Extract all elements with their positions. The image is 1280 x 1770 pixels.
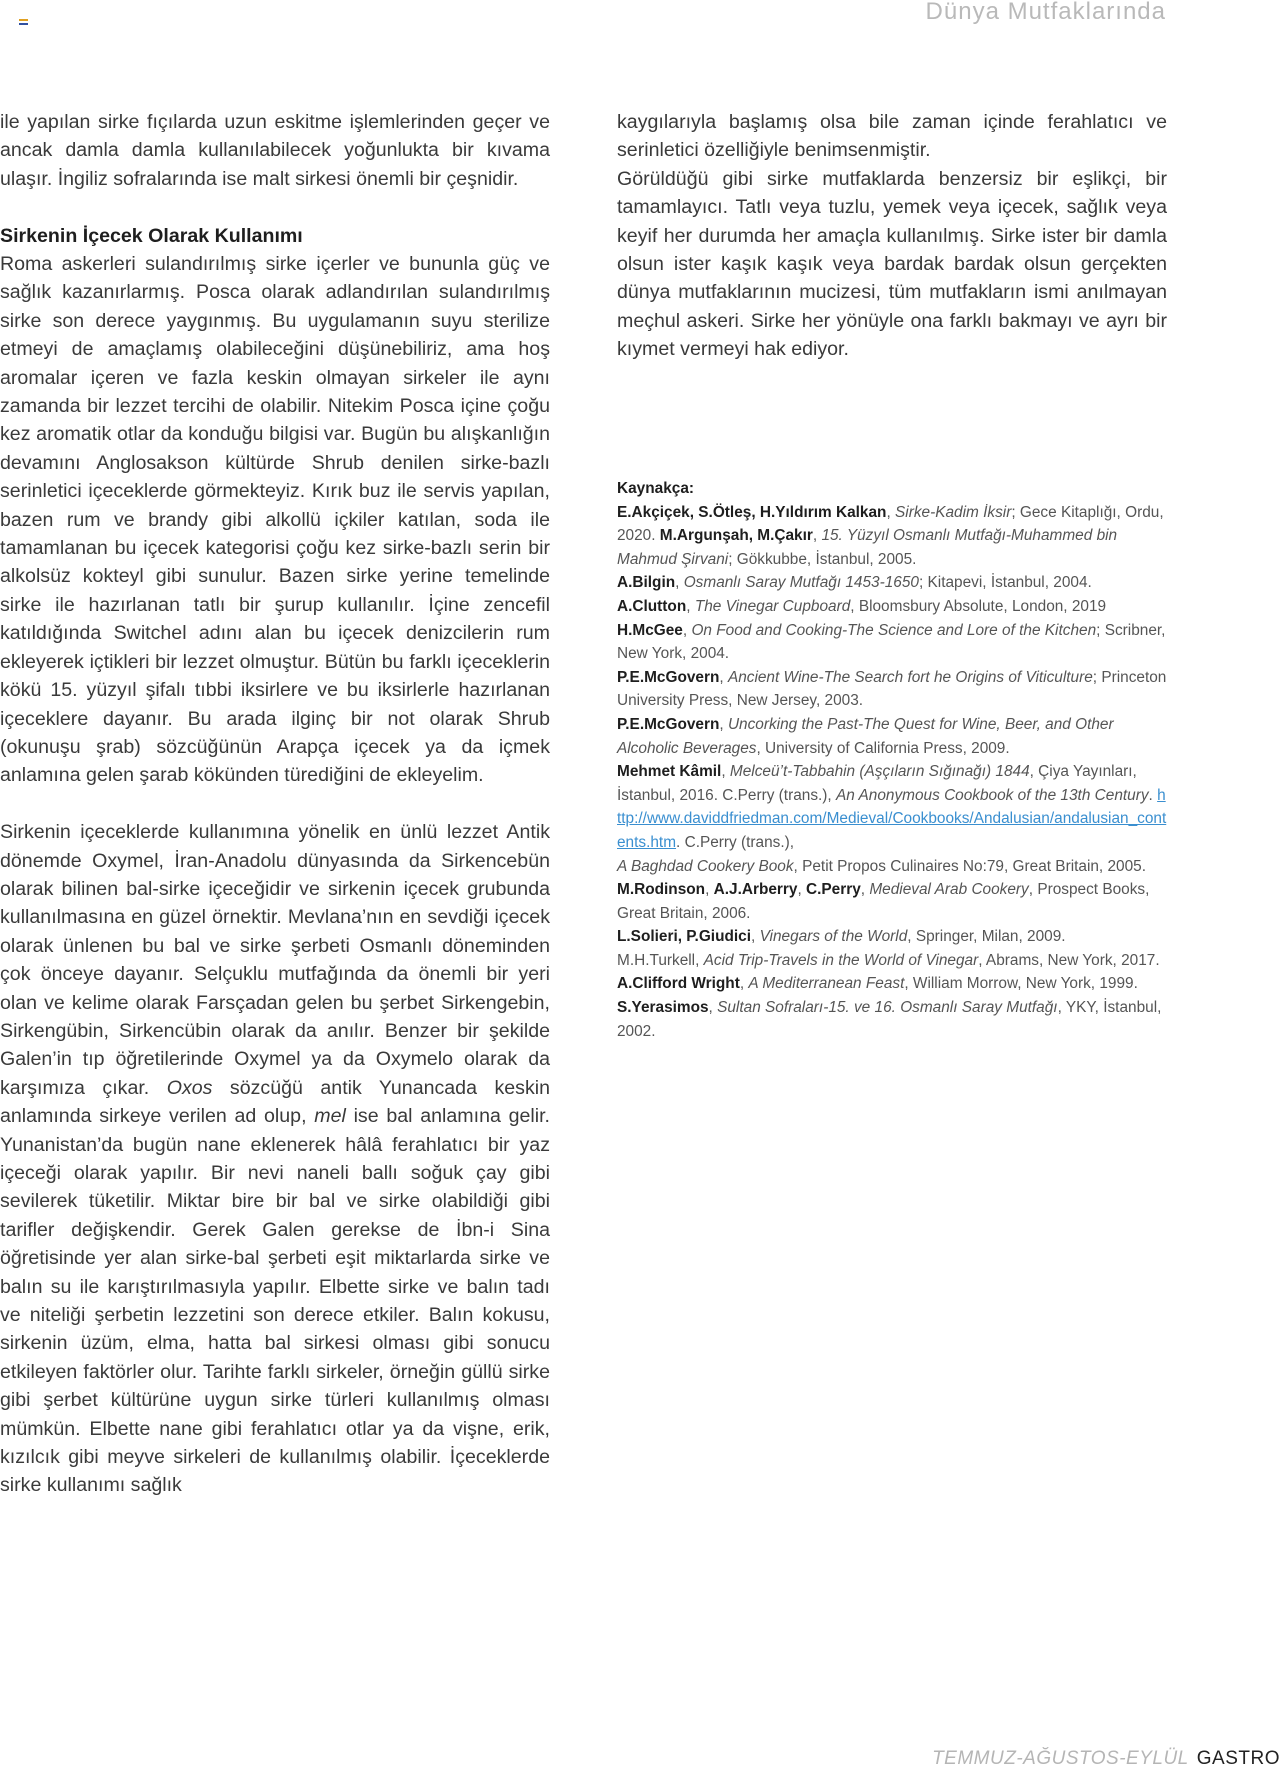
reference-item: H.McGee, On Food and Cooking-The Science and Lore of the Kitchen; Scribner, New York, 2004.	[617, 621, 1166, 663]
reference-item: E.Akçiçek, S.Ötleş, H.Yıldırım Kalkan, Sirke-Kadim İksir; Gece Kitaplığı, Ordu, 2020. M.Argunşah, M.Çakır, 15. Yüzyıl Osmanlı Mutfağı-Muhammed bin Mahmud Şirvani; Gökkubbe, İstanbul, 2005.	[617, 503, 1164, 568]
reference-item: P.E.McGovern, Uncorking the Past-The Quest for Wine, Beer, and Other Alcoholic Beverages, University of California Press, 2009.	[617, 715, 1114, 757]
paragraph: kaygılarıyla başlamış olsa bile zaman içinde ferahlatıcı ve serinletici özelliğiyle benimsenmiştir.	[617, 111, 1167, 162]
paragraph: ile yapılan sirke fıçılarda uzun eskitme işlemlerinden geçer ve ancak damla damla kullanılabilecek yoğunlukta bir kıvama ulaşır. İngiliz sofralarında ise malt sirkesi önemli bir çeşnidir.	[0, 111, 550, 190]
reference-item: L.Solieri, P.Giudici, Vinegars of the World, Springer, Milan, 2009.	[617, 928, 1066, 946]
reference-link[interactable]: http://www.daviddfriedman.com/Medieval/Cookbooks/Andalusian/andalusian_contents.htm	[617, 786, 1167, 851]
paragraph: Görüldüğü gibi sirke mutfaklarda benzersiz bir eşlikçi, bir tamamlayıcı. Tatlı veya tuzlu, yemek veya içecek, sağlık veya keyif her durumda her amaçla kullanılmış. Sirke ister bir damla olsun ister kaşık kaşık veya bardak bardak olsun gerçekten dünya mutfaklarının mucizesi, tüm mutfakların ismi anılmayan meçhul askeri. Sirke her yönüyle ona farklı bakmayı ve ayrı bir kıymet vermeyi hak ediyor.	[617, 167, 1167, 361]
references-section	[617, 477, 1167, 1043]
reference-item: A Baghdad Cookery Book, Petit Propos Culinaires No:79, Great Britain, 2005.	[617, 857, 1146, 875]
issue-label: TEMMUZ-AĞUSTOS-EYLÜL	[932, 1748, 1189, 1769]
reference-item: A.Bilgin, Osmanlı Saray Mutfağı 1453-1650; Kitapevi, İstanbul, 2004.	[617, 574, 1092, 592]
section-header-title: Dünya Mutfaklarında	[925, 0, 1166, 25]
reference-item: A.Clifford Wright, A Mediterranean Feast, William Morrow, New York, 1999.	[617, 975, 1138, 993]
reference-item: M.H.Turkell, Acid Trip-Travels in the World of Vinegar, Abrams, New York, 2017.	[617, 951, 1160, 969]
reference-item: Mehmet Kâmil, Melceü’t-Tabbahin (Aşçıların Sığınağı) 1844, Çiya Yayınları, İstanbul, 2016. C.Perry (trans.), An Anonymous Cookbook of the 13th Century. http://www.daviddfriedman.com/Medieval/Cookbooks/Andalusian/andalusian_contents.htm. C.Perry (trans.),	[617, 763, 1167, 851]
references-heading: Kaynakça:	[617, 480, 694, 497]
paragraph: Sirkenin içeceklerde kullanımına yönelik en ünlü lezzet Antik dönemde Oxymel, İran-Anadolu dünyasında da Sirkencebün olarak bilinen bal-sirke içeceğidir ve sirkenin içecek grubunda kullanılmasına en güzel örnektir. Mevlana’nın en sevdiği içecek olarak ünlenen bu bal ve sirke şerbeti Osmanlı döneminden çok önceye dayanır. Selçuklu mutfağında da önemli bir yeri olan ve kelime olarak Farsçadan gelen bu şerbet Sirkengebin, Sirkengübin, Sirkencübin olarak da anılır. Benzer bir şekilde Galen’in tıp öğretilerinde Oxymel ya da Oxymelo olarak da karşımıza çıkar. Oxos sözcüğü antik Yunancada keskin anlamında sirkeye verilen ad olup, mel ise bal anlamına gelir. Yunanistan’da bugün nane eklenerek hâlâ ferahlatıcı bir yaz içeceği olarak yapılır. Bir nevi naneli ballı soğuk çay gibi sevilerek tüketilir. Miktar bire bir bal ve sirke olabildiği gibi tarifler değişkendir. Gerek Galen gerekse de İbn-i Sina öğretisinde yer alan sirke-bal şerbeti eşit miktarlarda sirke ve balın su ile karıştırılmasıyla yapılır. Elbette sirke ve balın tadı ve niteliği şerbetin lezzetini son derece etkiler. Balın kokusu, sirkenin üzüm, elma, hatta bal sirkesi olması gibi sonucu etkileyen faktörler olur. Tarihte farklı sirkeler, örneğin güllü sirke gibi şerbet kültürüne uygun sirke türleri kullanılmış olması mümkün. Elbette nane gibi ferahlatıcı otlar ya da vişne, erik, kızılcık gibi meyve sirkeleri de kullanılmış olabilir. İçeceklerde sirke kullanımı sağlık	[0, 821, 550, 1497]
reference-item: M.Rodinson, A.J.Arberry, C.Perry, Medieval Arab Cookery, Prospect Books, Great Britain, 2006.	[617, 881, 1150, 922]
magazine-logo-mark	[19, 19, 28, 29]
left-column	[0, 108, 550, 1500]
right-column	[617, 108, 1167, 364]
reference-item: S.Yerasimos, Sultan Sofraları-15. ve 16. Osmanlı Saray Mutfağı, YKY, İstanbul, 2002.	[617, 999, 1162, 1040]
reference-item: P.E.McGovern, Ancient Wine-The Search fort he Origins of Viticulture; Princeton University Press, New Jersey, 2003.	[617, 668, 1167, 710]
magazine-brand: GASTRO	[1196, 1748, 1280, 1769]
reference-item: A.Clutton, The Vinegar Cupboard, Bloomsbury Absolute, London, 2019	[617, 597, 1107, 615]
paragraph: Roma askerleri sulandırılmış sirke içerler ve bununla güç ve sağlık kazanırlarmış. Posca olarak adlandırılan sulandırılmış sirke son derece yaygınmış. Bu uygulamanın suyu sterilize etmeyi de amaçlamış olabileceğini düşünebiliriz, ama hoş aromalar içeren ve fazla keskin olmayan sirkeler ile aynı zamanda bir lezzet tercihi de olabilir. Nitekim Posca içine çoğu kez aromatik otlar da konduğu bilgisi var. Bugün bu alışkanlığın devamını Anglosakson kültürde Shrub denilen sirke-bazlı serinletici içeceklerde görmekteyiz. Kırık buz ile servis yapılan, bazen rum ve brandy gibi alkollü içkiler katılan, soda ile tamamlanan bu içecek kategorisi çoğu kez sirke-bazlı serin bir alkolsüz kokteyl gibi sunulur. Bazen sirke yerine temelinde sirke ile hazırlanan tatlı bir şurup kullanılır. İçine zencefil katıldığında Switchel adını alan bu içecek denizcilerin rum ekleyerek içtikleri bir lezzet olmuştur. Bütün bu farklı içeceklerin kökü 15. yüzyıl şifalı tıbbi iksirlere ve bu iksirlerle hazırlanan içeceklere dayanır. Bu arada ilginç bir not olarak Shrub (okunuşu şrab) sözcüğünün Arapça içecek ya da içmek anlamına gelen şarab kökünden türediğini de ekleyelim.	[0, 253, 550, 787]
page-footer	[932, 1748, 1280, 1770]
section-heading: Sirkenin İçecek Olarak Kullanımı	[0, 224, 303, 247]
